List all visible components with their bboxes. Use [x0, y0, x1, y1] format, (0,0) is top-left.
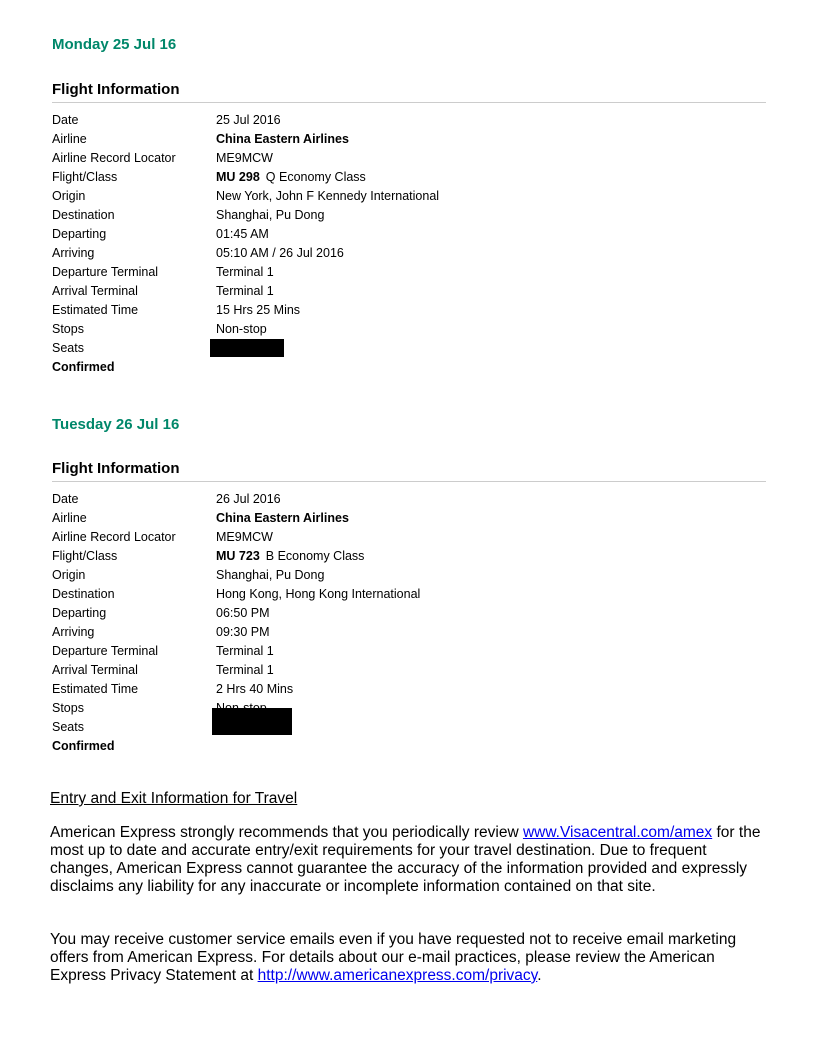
airline-value: China Eastern Airlines	[216, 511, 349, 525]
destination-value: Shanghai, Pu Dong	[216, 208, 325, 222]
flight-info-title: Flight Information	[52, 460, 180, 477]
arriving-value: 05:10 AM / 26 Jul 2016	[216, 246, 344, 260]
date-value: 25 Jul 2016	[216, 113, 281, 127]
detail-row-origin	[52, 187, 766, 206]
flight-info-title: Flight Information	[52, 81, 180, 98]
origin-value: New York, John F Kennedy International	[216, 189, 440, 203]
section-divider	[52, 102, 766, 103]
detail-row-stops	[52, 320, 766, 339]
row-label: Departure Terminal	[52, 265, 159, 279]
detail-row-seats	[52, 718, 766, 737]
flight-segment-2	[52, 415, 766, 756]
row-label: Destination	[52, 208, 115, 222]
visacentral-link[interactable]: www.Visacentral.com/amex	[522, 824, 713, 841]
detail-row-locator	[52, 528, 766, 547]
redacted-seat	[212, 708, 292, 735]
detail-row-locator	[52, 149, 766, 168]
detail-row-est-time	[52, 680, 766, 699]
detail-row-destination	[52, 206, 766, 225]
detail-row-arr-terminal	[52, 282, 766, 301]
row-label: Airline Record Locator	[52, 530, 176, 544]
detail-row-est-time	[52, 301, 766, 320]
confirmed-status: Confirmed	[52, 739, 115, 753]
row-label: Destination	[52, 587, 115, 601]
airline-value: China Eastern Airlines	[216, 132, 349, 146]
entry-exit-heading: Entry and Exit Information for Travel	[50, 790, 298, 807]
redacted-seat	[210, 339, 284, 357]
row-label: Flight/Class	[52, 549, 118, 563]
detail-row-destination	[52, 585, 766, 604]
row-label: Stops	[52, 322, 84, 336]
row-label: Departing	[52, 606, 107, 620]
detail-row-date	[52, 490, 766, 509]
est-time-value: 15 Hrs 25 Mins	[216, 303, 301, 317]
flight-number: MU 723	[216, 549, 260, 563]
visa-paragraph	[50, 824, 766, 896]
row-label: Airline	[52, 132, 87, 146]
row-label: Arrival Terminal	[52, 284, 138, 298]
row-label: Flight/Class	[52, 170, 118, 184]
row-label: Origin	[52, 189, 86, 203]
privacy-link[interactable]: http://www.americanexpress.com/privacy	[257, 967, 538, 984]
flight-details-table	[52, 111, 766, 377]
dep-terminal-value: Terminal 1	[216, 265, 274, 279]
row-label: Stops	[52, 701, 84, 715]
privacy-text-after: .	[537, 967, 542, 984]
row-label: Estimated Time	[52, 682, 139, 696]
detail-row-arr-terminal	[52, 661, 766, 680]
arr-terminal-value: Terminal 1	[216, 284, 274, 298]
detail-row-departing	[52, 225, 766, 244]
detail-row-flight-class	[52, 168, 766, 187]
detail-row-dep-terminal	[52, 642, 766, 661]
row-label: Seats	[52, 720, 84, 734]
detail-row-airline	[52, 130, 766, 149]
day-heading: Monday 25 Jul 16	[52, 36, 177, 53]
locator-value: ME9MCW	[216, 530, 273, 544]
row-label: Departure Terminal	[52, 644, 159, 658]
section-divider	[52, 481, 766, 482]
flight-details-table	[52, 490, 766, 756]
row-label: Origin	[52, 568, 86, 582]
detail-row-origin	[52, 566, 766, 585]
detail-row-departing	[52, 604, 766, 623]
est-time-value: 2 Hrs 40 Mins	[216, 682, 294, 696]
arr-terminal-value: Terminal 1	[216, 663, 274, 677]
detail-row-flight-class	[52, 547, 766, 566]
row-label: Arriving	[52, 246, 95, 260]
row-label: Arriving	[52, 625, 95, 639]
row-label: Airline	[52, 511, 87, 525]
detail-row-arriving	[52, 623, 766, 642]
class-value: B Economy Class	[265, 549, 365, 563]
privacy-text-before: You may receive customer service emails even if you have requested not to receive email marketing offers from American Express. For details about our e-mail practices, please review the American Express Privacy Statement at	[50, 931, 737, 984]
departing-value: 01:45 AM	[216, 227, 269, 241]
detail-row-stops	[52, 699, 766, 718]
locator-value: ME9MCW	[216, 151, 273, 165]
arriving-value: 09:30 PM	[216, 625, 270, 639]
entry-exit-title	[50, 790, 766, 808]
row-label: Airline Record Locator	[52, 151, 176, 165]
confirmed-status: Confirmed	[52, 360, 115, 374]
detail-row-seats	[52, 339, 766, 358]
row-label: Date	[52, 113, 79, 127]
class-value: Q Economy Class	[265, 170, 366, 184]
departing-value: 06:50 PM	[216, 606, 270, 620]
visa-text-before: American Express strongly recommends that you periodically review	[50, 824, 523, 841]
visa-text-after: for the most up to date and accurate entry/exit requirements for your travel destination. Due to frequent changes, American Express cannot guarantee the accuracy of the information provided and expressly disclaims any liability for any inaccurate or incomplete information contained on that site.	[50, 824, 761, 895]
row-label: Departing	[52, 227, 107, 241]
dep-terminal-value: Terminal 1	[216, 644, 274, 658]
flight-segment-1	[52, 35, 766, 377]
stops-value: Non-stop	[216, 322, 267, 336]
detail-row-airline	[52, 509, 766, 528]
day-heading: Tuesday 26 Jul 16	[52, 416, 180, 433]
date-value: 26 Jul 2016	[216, 492, 281, 506]
row-label: Seats	[52, 341, 84, 355]
origin-value: Shanghai, Pu Dong	[216, 568, 325, 582]
detail-row-date	[52, 111, 766, 130]
detail-row-dep-terminal	[52, 263, 766, 282]
destination-value: Hong Kong, Hong Kong International	[216, 587, 421, 601]
row-label: Date	[52, 492, 79, 506]
row-label: Arrival Terminal	[52, 663, 138, 677]
flight-number: MU 298	[216, 170, 260, 184]
privacy-paragraph	[50, 931, 766, 985]
stops-value	[216, 699, 766, 718]
row-label: Estimated Time	[52, 303, 139, 317]
detail-row-arriving	[52, 244, 766, 263]
